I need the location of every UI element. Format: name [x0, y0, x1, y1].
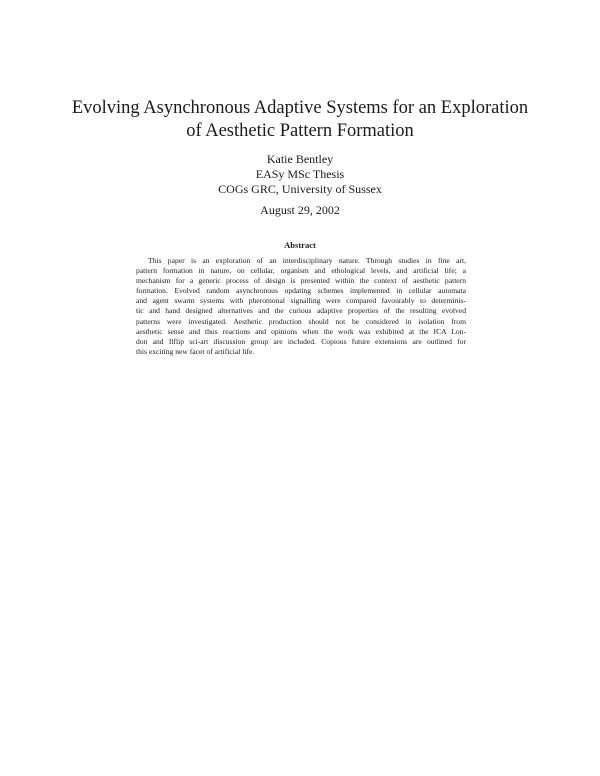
title-line-1: Evolving Asynchronous Adaptive Systems for an Exploration: [71, 98, 529, 118]
abstract-line: aesthetic sense and thus reactions and opinions when the work was exhibited at the ICA Lon-: [136, 326, 466, 336]
abstract-line: and agent swarm systems with pheromonal signalling were compared favourably to determinis-: [136, 296, 466, 306]
abstract-line: formation. Evolved random asynchronous updating schemes implemented in cellular automata: [136, 286, 466, 296]
abstract-line: This paper is an exploration of an interdisciplinary nature. Through studies in fine art,: [148, 256, 466, 265]
abstract-line: patterns were investigated. Aesthetic production should not be considered in isolation from: [136, 316, 466, 326]
abstract-line: mechanism for a generic process of design is presented within the context of aesthetic pattern: [136, 276, 466, 286]
abstract-body: [136, 256, 466, 357]
paper-title: [60, 97, 540, 143]
abstract-line: don and Ilflip sci-art discussion group are included. Copious future extensions are outlined for: [136, 336, 466, 346]
abstract-line: tic and hand designed alternatives and the curious adaptive properties of the resulting evolved: [136, 306, 466, 316]
abstract-heading: Abstract: [284, 240, 316, 250]
author-name: Katie Bentley: [266, 152, 334, 166]
author-block: [100, 152, 500, 197]
paper-date: August 29, 2002: [260, 203, 340, 217]
abstract-line: this exciting new facet of artificial life.: [136, 346, 255, 356]
author-affiliation: COGs GRC, University of Sussex: [218, 182, 382, 196]
title-line-2: of Aesthetic Pattern Formation: [186, 121, 414, 141]
abstract-line: pattern formation in nature, on cellular, organism and ethological levels, and artificial life; a: [136, 266, 466, 276]
author-degree: EASy MSc Thesis: [255, 167, 345, 181]
